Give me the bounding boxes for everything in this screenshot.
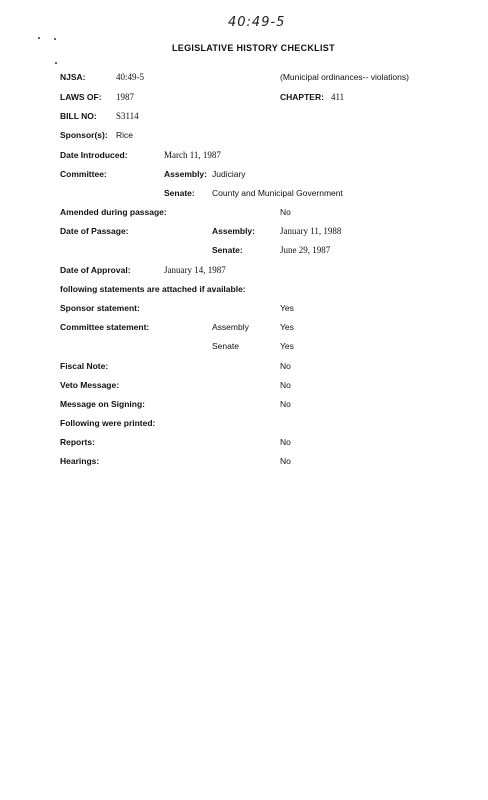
printed-heading: Following were printed: [60,418,156,428]
fiscal-note-label: Fiscal Note: [60,361,109,371]
njsa-label: NJSA: [60,72,86,82]
sponsor-label: Sponsor(s): [60,130,108,140]
committee-senate-label: Senate: [164,188,195,198]
scan-speck [55,62,57,64]
amended-label: Amended during passage: [60,207,167,217]
handwritten-reference: 40:49-5 [228,15,286,30]
njsa-value: 40:49-5 [116,72,144,82]
committee-assembly-label: Assembly: [164,169,207,179]
committee-statement-assembly-value: Yes [280,322,294,332]
signing-label: Message on Signing: [60,399,146,409]
statements-heading: following statements are attached if available: [60,284,246,294]
bill-value: S3114 [116,111,139,121]
hearings-label: Hearings: [60,456,100,466]
laws-value: 1987 [116,92,134,102]
bill-label: BILL NO: [60,111,97,121]
chapter-value: 411 [331,92,345,102]
sponsor-statement-label: Sponsor statement: [60,303,140,313]
scan-speck [54,38,56,40]
scan-speck [38,37,40,39]
fiscal-note-value: No [280,361,291,371]
laws-label: LAWS OF: [60,92,102,102]
njsa-note: (Municipal ordinances-- violations) [280,72,409,82]
committee-statement-label: Committee statement: [60,322,150,332]
passage-label: Date of Passage: [60,226,129,236]
approval-value: January 14, 1987 [164,265,226,275]
veto-label: Veto Message: [60,380,120,390]
hearings-value: No [280,456,291,466]
introduced-label: Date Introduced: [60,150,128,160]
committee-statement-senate-value: Yes [280,341,294,351]
reports-value: No [280,437,291,447]
committee-senate-value: County and Municipal Government [212,188,343,198]
approval-label: Date of Approval: [60,265,131,275]
passage-senate-label: Senate: [212,245,243,255]
committee-label: Committee: [60,169,107,179]
passage-assembly-label: Assembly: [212,226,255,236]
page-title: LEGISLATIVE HISTORY CHECKLIST [172,43,335,53]
committee-statement-senate-label: Senate [212,341,239,351]
committee-assembly-value: Judiciary [212,169,246,179]
signing-value: No [280,399,291,409]
reports-label: Reports: [60,437,95,447]
sponsor-statement-value: Yes [280,303,294,313]
committee-statement-assembly-label: Assembly [212,322,249,332]
sponsor-value: Rice [116,130,134,140]
amended-value: No [280,207,291,217]
passage-senate-value: June 29, 1987 [280,245,331,255]
chapter-label: CHAPTER: [280,92,324,102]
introduced-value: March 11, 1987 [164,150,221,160]
passage-assembly-value: January 11, 1988 [280,226,342,236]
veto-value: No [280,380,291,390]
